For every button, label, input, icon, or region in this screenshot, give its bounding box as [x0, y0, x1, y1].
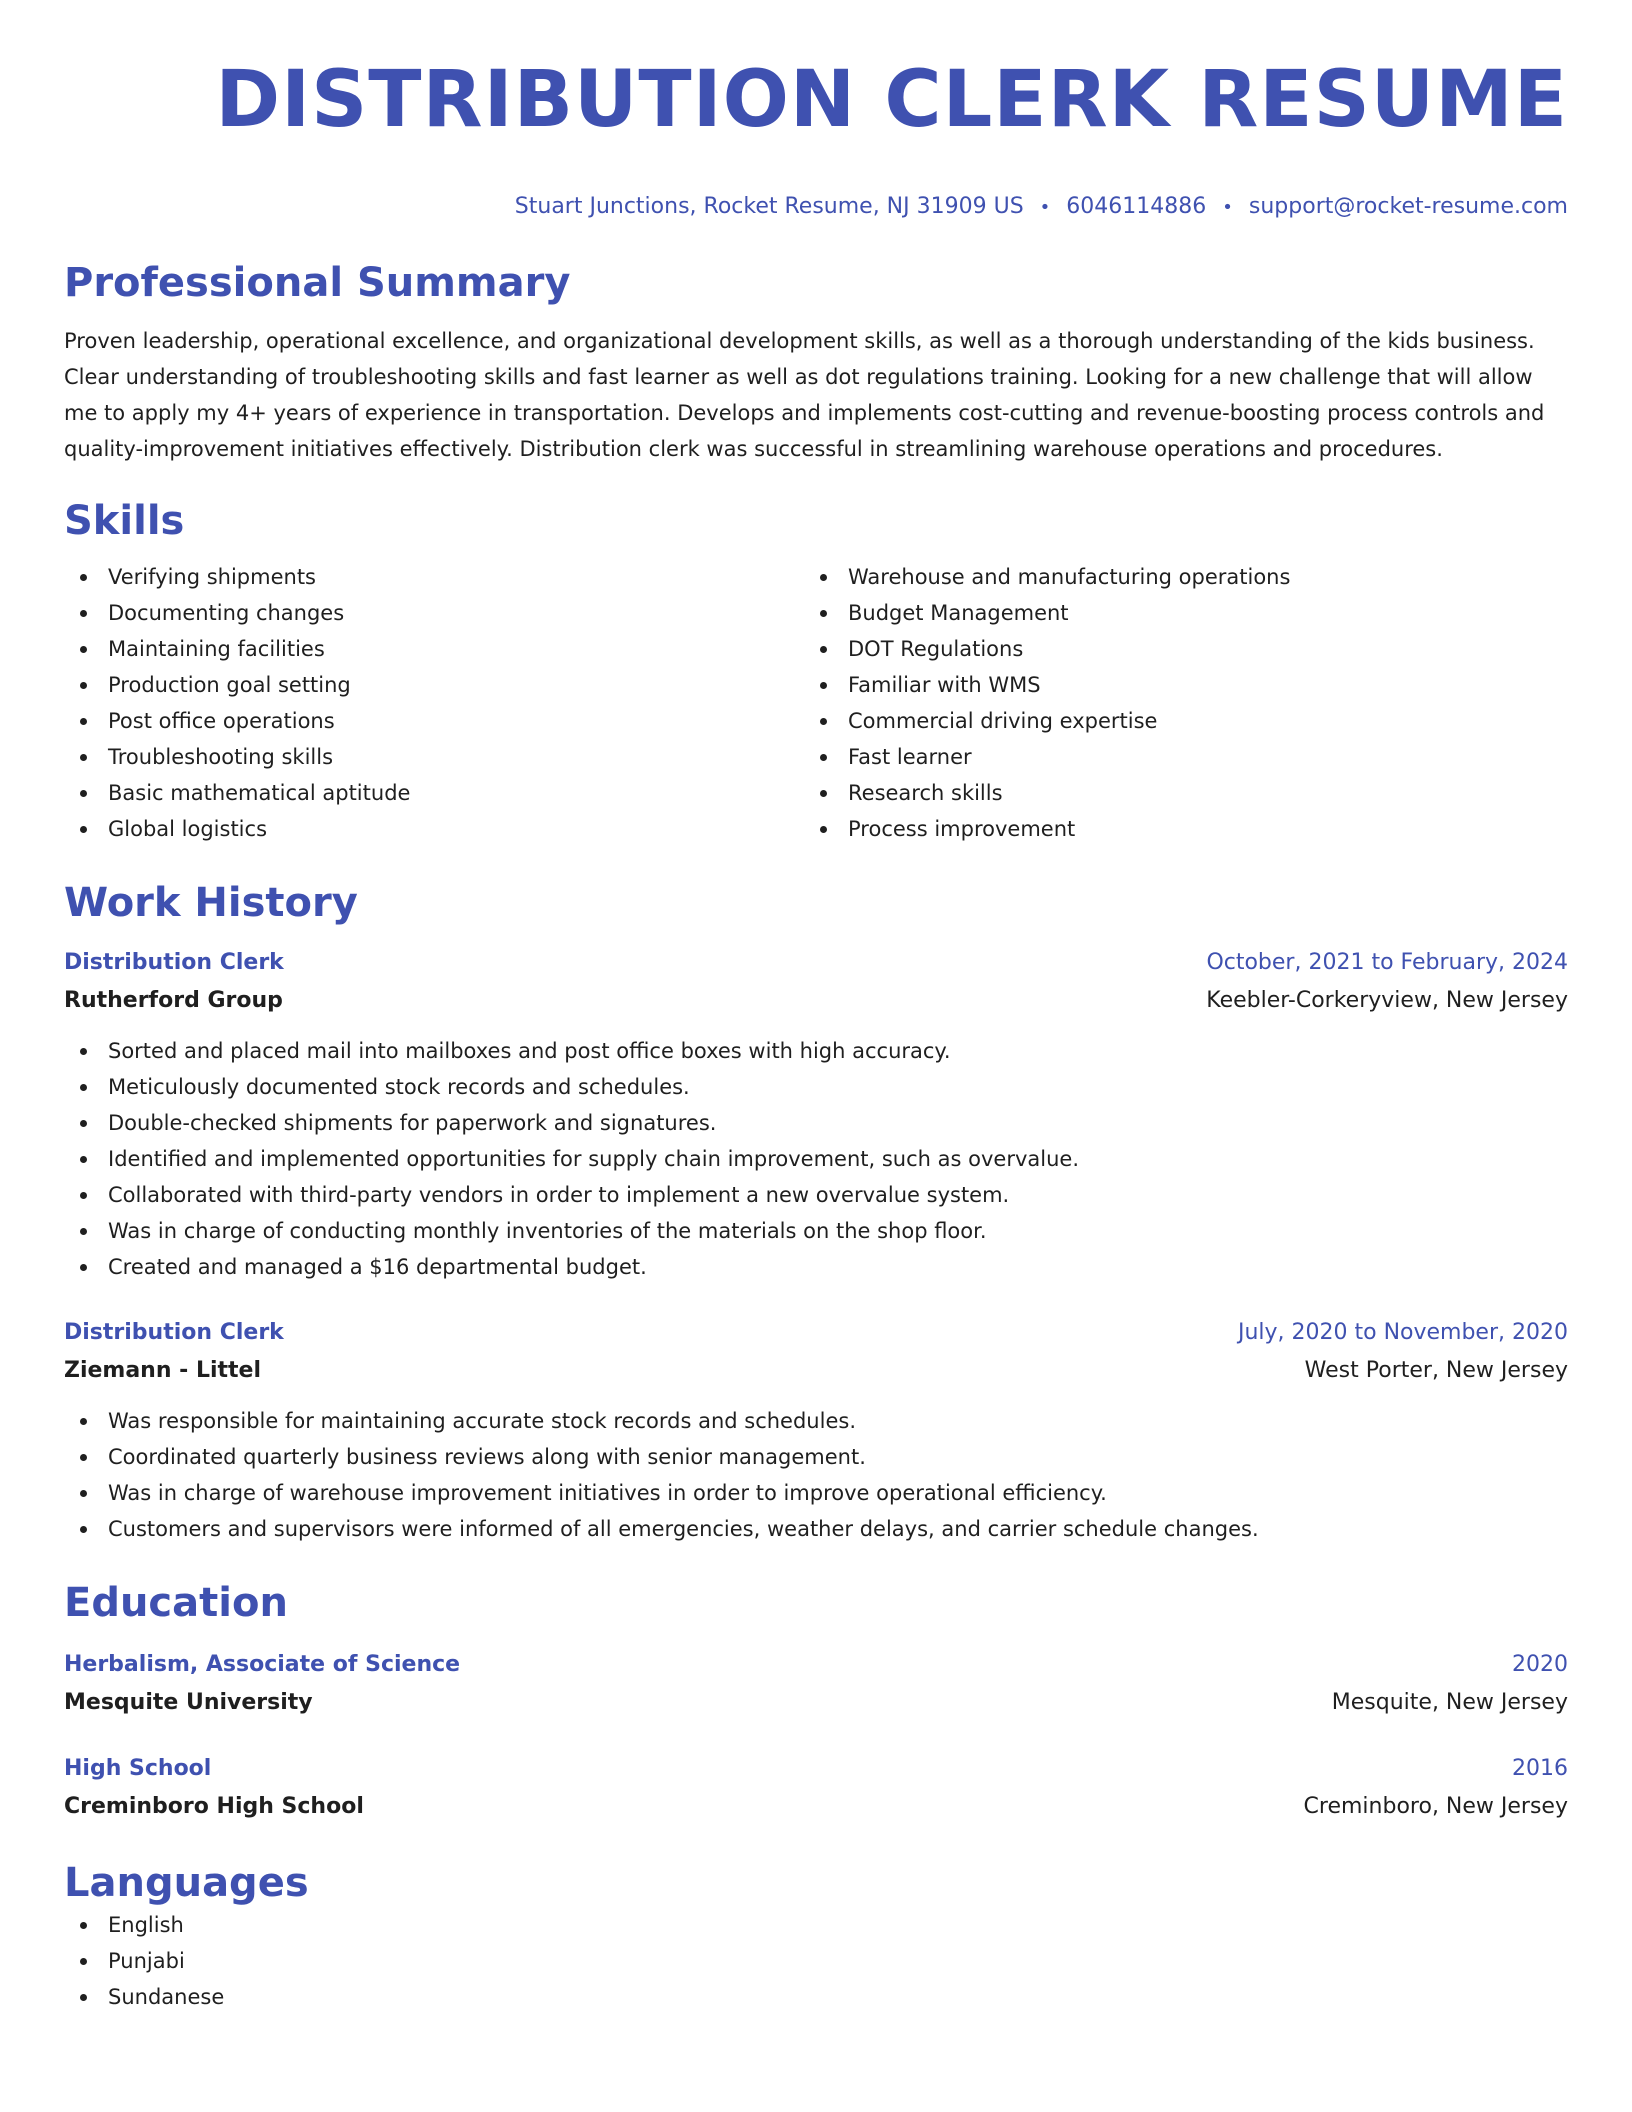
job-company: Rutherford Group: [64, 988, 283, 1013]
skill-item: Troubleshooting skills: [64, 739, 804, 775]
education-heading: Education: [64, 1580, 288, 1626]
education-subheader: [64, 1787, 1568, 1827]
summary-heading: Professional Summary: [64, 260, 571, 306]
job-bullet: Sorted and placed mail into mailboxes and post office boxes with high accuracy.: [64, 1033, 1568, 1069]
education-header: [64, 1647, 1568, 1683]
education-header: [64, 1751, 1568, 1787]
job-bullet: Was in charge of warehouse improvement initiatives in order to improve operational efficiency.: [64, 1475, 1568, 1511]
skill-item: Process improvement: [804, 811, 1568, 847]
skill-item: Basic mathematical aptitude: [64, 775, 804, 811]
language-item: Punjabi: [64, 1943, 1568, 1979]
job-bullet: Collaborated with third-party vendors in order to implement a new overvalue system.: [64, 1177, 1568, 1213]
skill-item: Post office operations: [64, 703, 804, 739]
skill-item: Commercial driving expertise: [804, 703, 1568, 739]
education-degree: High School: [64, 1756, 212, 1781]
contact-separator: •: [1039, 197, 1051, 218]
skills-column-left: [64, 559, 804, 847]
skills-list: [64, 559, 1568, 847]
education-year: 2016: [1512, 1756, 1568, 1781]
skill-item: Documenting changes: [64, 595, 804, 631]
job-bullet: Was responsible for maintaining accurate stock records and schedules.: [64, 1403, 1568, 1439]
job-bullets: [64, 1403, 1568, 1547]
job-company: Ziemann - Littel: [64, 1358, 262, 1383]
skill-item: Verifying shipments: [64, 559, 804, 595]
skills-heading: Skills: [64, 498, 185, 544]
job-dates: July, 2020 to November, 2020: [1237, 1320, 1568, 1345]
job-bullet: Identified and implemented opportunities for supply chain improvement, such as overvalue.: [64, 1141, 1568, 1177]
contact-phone: 6046114886: [1066, 194, 1207, 219]
job-bullets: [64, 1033, 1568, 1285]
education-year: 2020: [1512, 1652, 1568, 1677]
languages-list: [64, 1907, 1568, 2015]
languages-heading: Languages: [64, 1860, 309, 1906]
contact-email: support@rocket-resume.com: [1248, 194, 1568, 219]
job-subheader: [64, 1351, 1568, 1391]
job-bullet: Double-checked shipments for paperwork and signatures.: [64, 1105, 1568, 1141]
education-entry: [64, 1751, 1568, 1827]
job-bullet: Coordinated quarterly business reviews along with senior management.: [64, 1439, 1568, 1475]
job-header: [64, 1315, 1568, 1351]
job-bullet: Was in charge of conducting monthly inventories of the materials on the shop floor.: [64, 1213, 1568, 1249]
education-school: Mesquite University: [64, 1690, 313, 1715]
job-bullet: Meticulously documented stock records and schedules.: [64, 1069, 1568, 1105]
skill-item: DOT Regulations: [804, 631, 1568, 667]
job-header: [64, 945, 1568, 981]
job-dates: October, 2021 to February, 2024: [1206, 950, 1568, 975]
education-entry: [64, 1647, 1568, 1723]
language-item: English: [64, 1907, 1568, 1943]
skill-item: Fast learner: [804, 739, 1568, 775]
education-school: Creminboro High School: [64, 1794, 364, 1819]
skill-item: Global logistics: [64, 811, 804, 847]
work-history-heading: Work History: [64, 880, 358, 926]
contact-line: [64, 192, 1568, 223]
job-location: West Porter, New Jersey: [1304, 1358, 1568, 1383]
education-degree: Herbalism, Associate of Science: [64, 1652, 461, 1677]
education-location: Creminboro, New Jersey: [1303, 1794, 1568, 1819]
skill-item: Budget Management: [804, 595, 1568, 631]
job-bullet: Created and managed a $16 departmental budget.: [64, 1249, 1568, 1285]
skill-item: Warehouse and manufacturing operations: [804, 559, 1568, 595]
language-item: Sundanese: [64, 1979, 1568, 2015]
job-entry: [64, 1315, 1568, 1547]
skill-item: Research skills: [804, 775, 1568, 811]
skills-column-right: [804, 559, 1568, 847]
contact-address: Stuart Junctions, Rocket Resume, NJ 31909 US: [514, 194, 1024, 219]
skill-item: Maintaining facilities: [64, 631, 804, 667]
job-title: Distribution Clerk: [64, 950, 284, 975]
job-title: Distribution Clerk: [64, 1320, 284, 1345]
education-location: Mesquite, New Jersey: [1331, 1690, 1568, 1715]
skill-item: Familiar with WMS: [804, 667, 1568, 703]
skill-item: Production goal setting: [64, 667, 804, 703]
education-subheader: [64, 1683, 1568, 1723]
contact-separator: •: [1222, 197, 1233, 218]
job-subheader: [64, 981, 1568, 1021]
job-bullet: Customers and supervisors were informed of all emergencies, weather delays, and carrier schedule changes.: [64, 1511, 1568, 1547]
job-location: Keebler-Corkeryview, New Jersey: [1206, 988, 1568, 1013]
summary-text: Proven leadership, operational excellence, and organizational development skills, as well as a thorough understanding of the kids business. Clear understanding of troubleshooting skills and fast learner as well as dot regulations training. Looking for a new challenge that will allow me to apply my 4+ years of experience in transportation. Develops and implements cost-cutting and revenue-boosting process controls and quality-improvement initiatives effectively. Distribution clerk was successful in streamlining warehouse operations and procedures.: [64, 329, 1545, 461]
job-entry: [64, 945, 1568, 1285]
resume-title: DISTRIBUTION CLERK RESUME: [215, 55, 1568, 145]
